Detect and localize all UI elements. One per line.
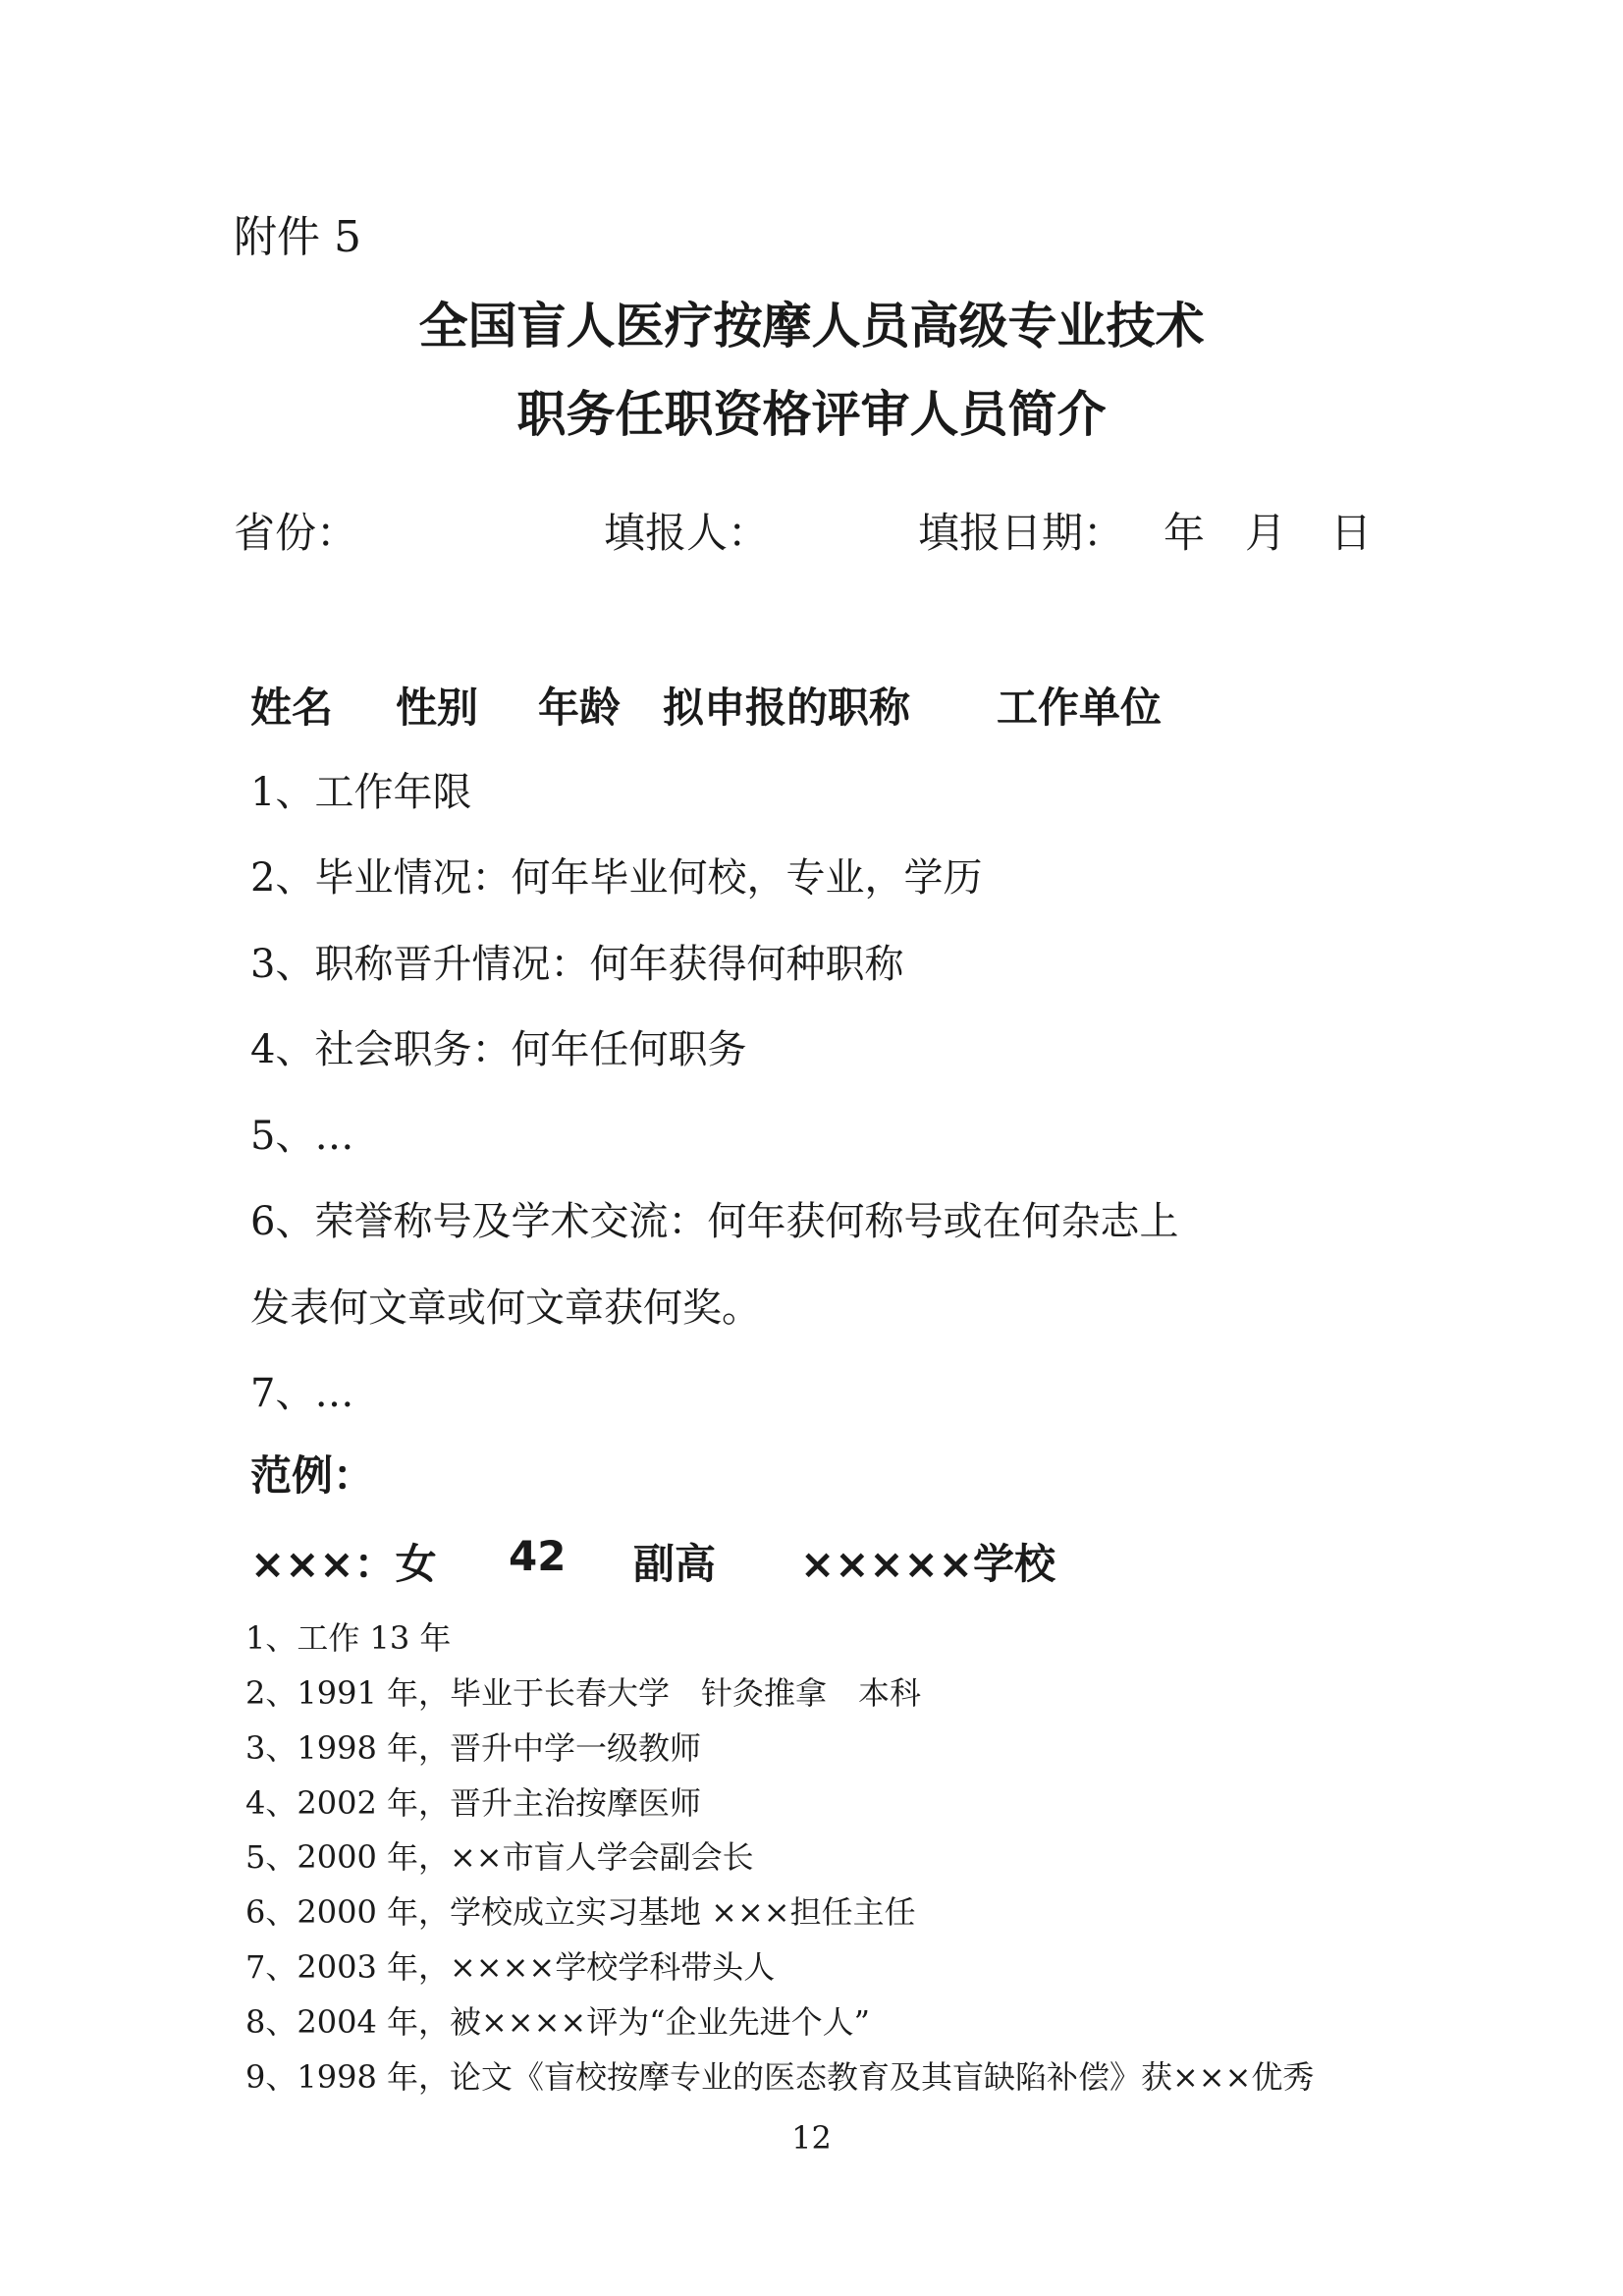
fill-date-label: 填报日期： <box>918 509 1125 557</box>
example-line: 3、1998 年，晋升中学一级教师 <box>245 1729 701 1767</box>
header-proposed-title: 拟申报的职称 <box>663 683 911 732</box>
list-item: 5、… <box>250 1114 354 1159</box>
example-line: 4、2002 年，晋升主治按摩医师 <box>245 1784 701 1822</box>
list-item: 6、荣誉称号及学术交流：何年获何称号或在何杂志上 <box>250 1199 1179 1244</box>
example-heading: 范例： <box>250 1451 375 1500</box>
example-age: 42 <box>509 1532 567 1580</box>
example-line: 5、2000 年，××市盲人学会副会长 <box>245 1838 754 1876</box>
list-item-continuation: 发表何文章或何文章获何奖。 <box>250 1285 761 1331</box>
example-line: 8、2004 年，被××××评为“企业先进个人” <box>245 2003 870 2041</box>
year-label: 年 <box>1163 509 1206 557</box>
header-age: 年龄 <box>538 683 622 732</box>
document-title-line2: 职务任职资格评审人员简介 <box>516 386 1107 443</box>
header-work-unit: 工作单位 <box>997 683 1163 732</box>
header-name: 姓名 <box>250 683 334 732</box>
example-line: 9、1998 年，论文《盲校按摩专业的医态教育及其盲缺陷补偿》获×××优秀 <box>245 2058 1315 2096</box>
month-label: 月 <box>1245 509 1287 557</box>
annex-label: 附件 5 <box>234 212 361 262</box>
header-gender: 性别 <box>396 683 479 732</box>
day-label: 日 <box>1330 509 1373 557</box>
document-title-line1: 全国盲人医疗按摩人员高级专业技术 <box>418 298 1205 355</box>
filler-label: 填报人： <box>604 509 770 557</box>
example-line: 6、2000 年，学校成立实习基地 ×××担任主任 <box>245 1893 916 1931</box>
province-label: 省份： <box>234 509 358 557</box>
list-item: 2、毕业情况：何年毕业何校，专业，学历 <box>250 855 983 901</box>
example-line: 1、工作 13 年 <box>245 1619 452 1657</box>
example-line: 2、1991 年，毕业于长春大学 针灸推拿 本科 <box>245 1674 921 1712</box>
list-item: 7、… <box>250 1371 354 1416</box>
list-item: 1、工作年限 <box>250 770 472 815</box>
page-number: 12 <box>791 2119 832 2157</box>
example-name-gender: ×××：女 <box>250 1540 437 1588</box>
list-item: 4、社会职务：何年任何职务 <box>250 1027 747 1072</box>
example-line: 7、2003 年，××××学校学科带头人 <box>245 1948 776 1986</box>
example-level: 副高 <box>633 1540 717 1588</box>
list-item: 3、职称晋升情况：何年获得何种职称 <box>250 942 904 987</box>
example-school: ×××××学校 <box>800 1540 1055 1588</box>
